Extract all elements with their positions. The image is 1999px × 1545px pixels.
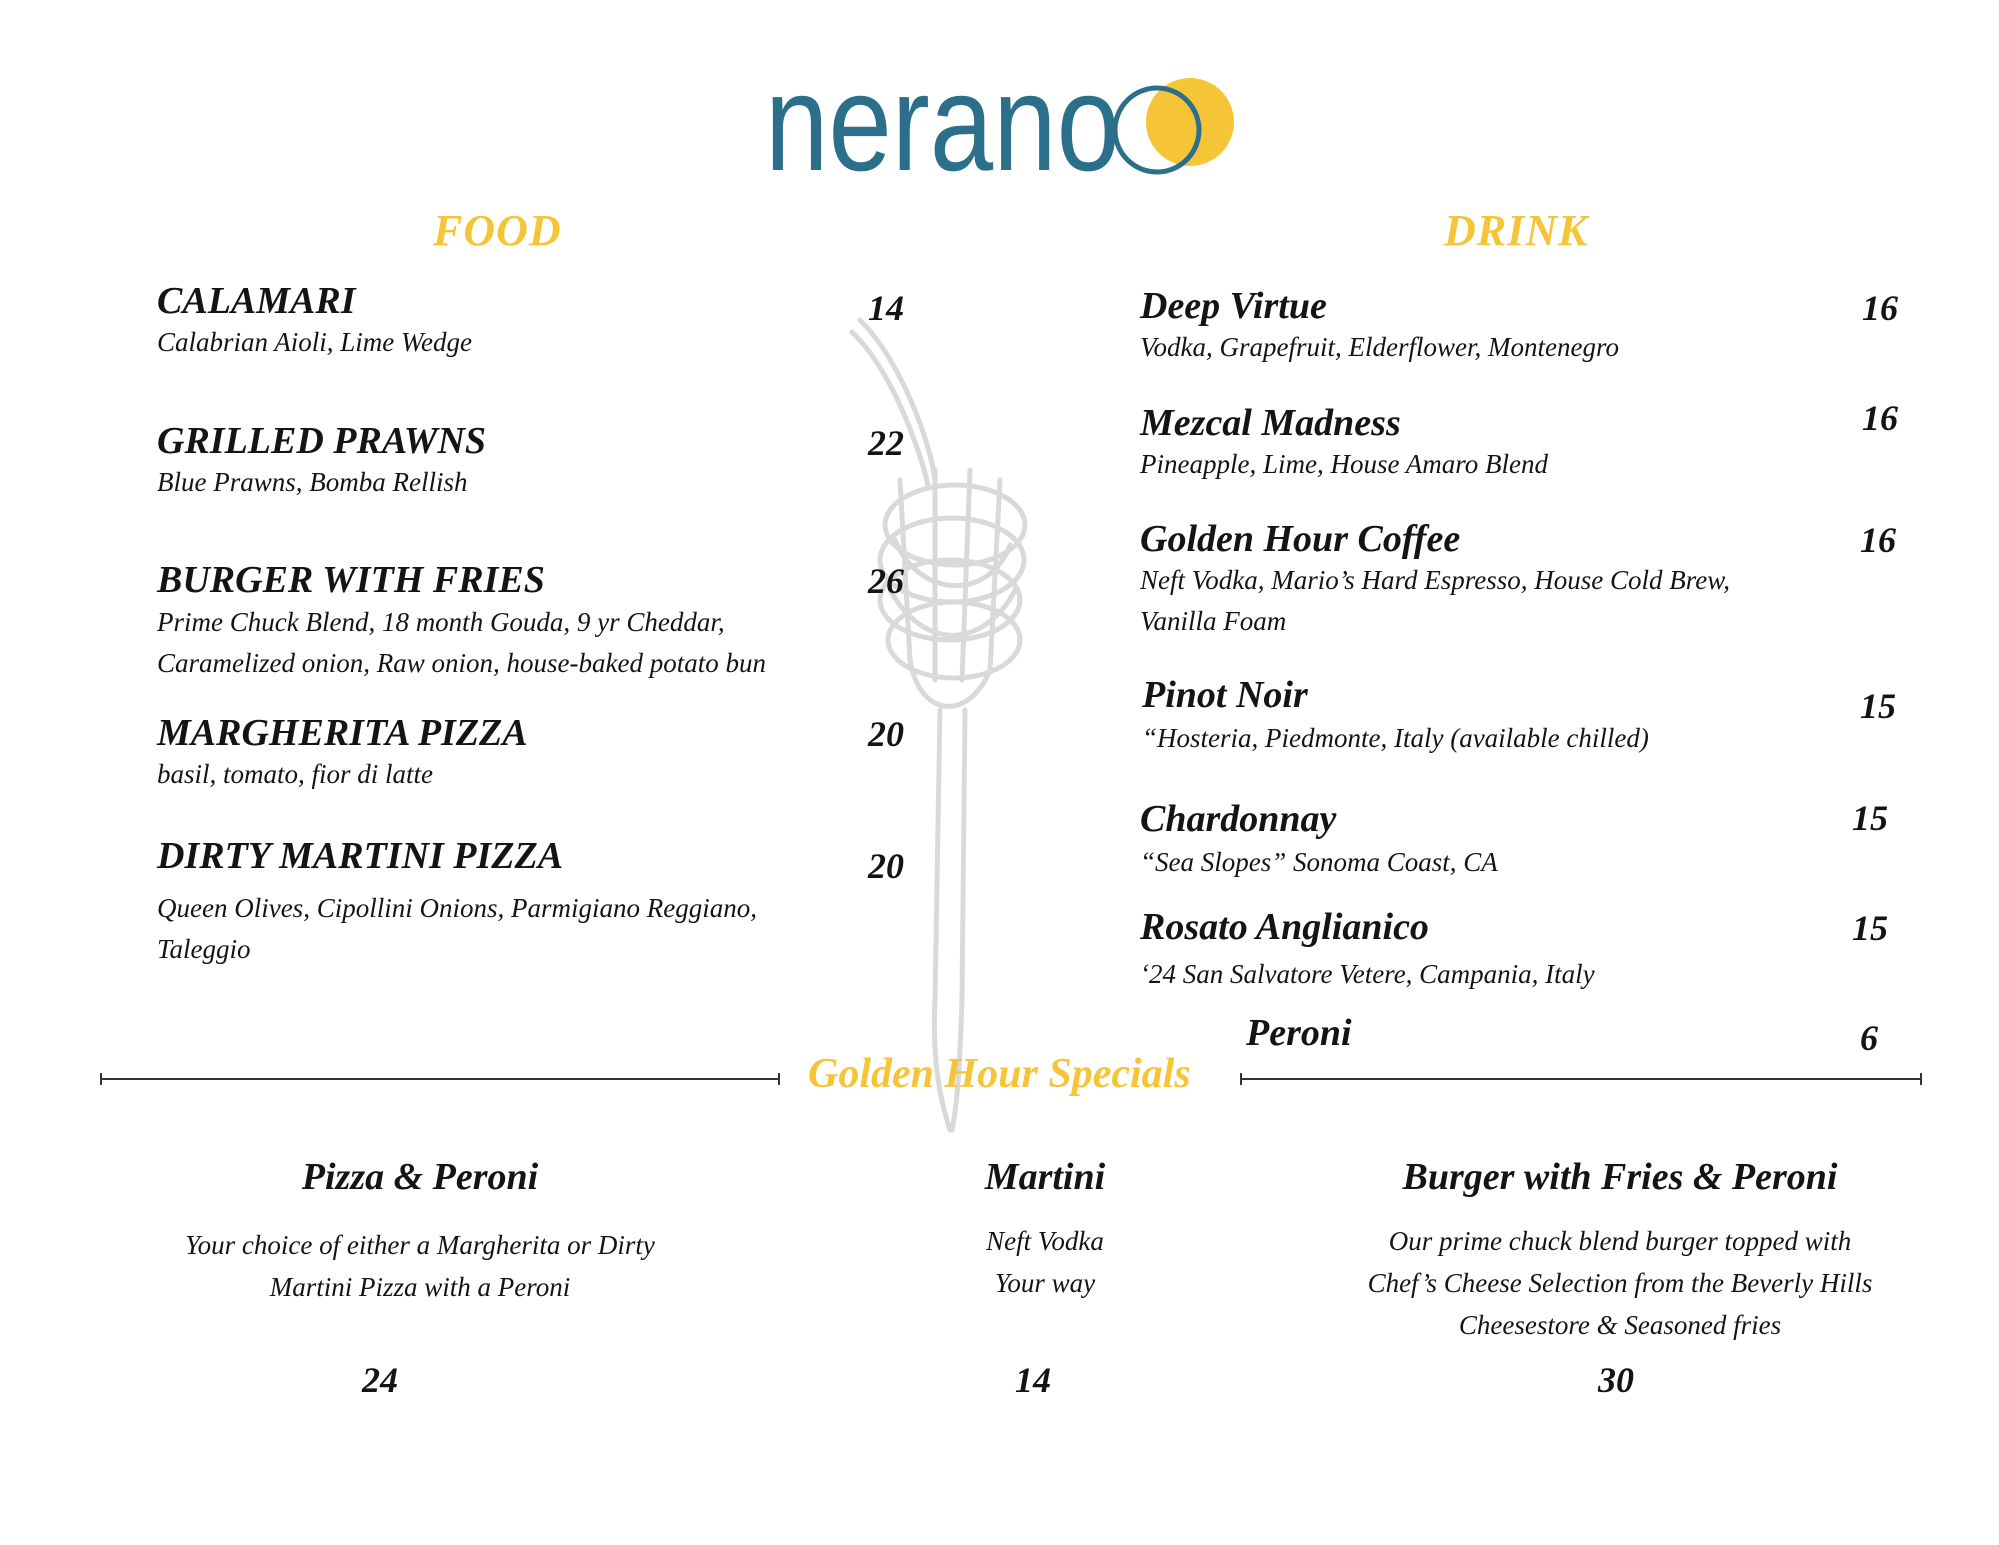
divider-rule-left — [100, 1078, 780, 1080]
special-name: Martini — [984, 1156, 1106, 1198]
desc-line: Caramelized onion, Raw onion, house-baked potato bun — [157, 648, 766, 678]
special-martini — [850, 1158, 1240, 1304]
desc-line: Calabrian Aioli, Lime Wedge — [157, 327, 473, 357]
desc-line: Chef’s Cheese Selection from the Beverly Hills — [1367, 1268, 1873, 1298]
drink-item-name: Mezcal Madness — [1140, 402, 1401, 444]
desc-line: Blue Prawns, Bomba Rellish — [157, 467, 468, 497]
desc-line: Vanilla Foam — [1140, 606, 1287, 636]
special-desc — [110, 1224, 730, 1308]
drink-item-name: Pinot Noir — [1142, 674, 1308, 716]
drink-item-price: 16 — [1862, 398, 1898, 438]
food-item-desc — [157, 602, 766, 684]
logo-wordmark: nerano — [765, 70, 1120, 180]
special-price: 30 — [1598, 1360, 1634, 1400]
special-name: Pizza & Peroni — [301, 1156, 539, 1198]
drink-item-price: 15 — [1852, 798, 1888, 838]
desc-line: Your choice of either a Margherita or Dirty — [185, 1230, 655, 1260]
food-item-price: 26 — [868, 561, 904, 601]
desc-line: Prime Chuck Blend, 18 month Gouda, 9 yr Cheddar, — [157, 607, 725, 637]
nerano-logo — [765, 70, 1245, 180]
special-desc — [1330, 1220, 1910, 1346]
specials-title: Golden Hour Specials — [808, 1051, 1191, 1097]
drink-item-desc — [1140, 842, 1498, 883]
special-name: Burger with Fries & Peroni — [1402, 1156, 1838, 1198]
drink-item-desc — [1142, 718, 1649, 759]
food-item-desc — [157, 322, 472, 363]
special-pizza-peroni — [110, 1158, 730, 1308]
food-item-price: 20 — [868, 714, 904, 754]
drink-item-price: 16 — [1860, 520, 1896, 560]
food-item-desc — [157, 888, 757, 970]
divider-rule-right — [1240, 1078, 1922, 1080]
drink-item-price: 6 — [1860, 1018, 1878, 1058]
food-title: FOOD — [433, 206, 562, 255]
desc-line: ‘24 San Salvatore Vetere, Campania, Italy — [1140, 959, 1595, 989]
drink-item-desc — [1140, 560, 1730, 642]
food-item-name: BURGER WITH FRIES — [157, 559, 545, 601]
food-item-price: 20 — [868, 846, 904, 886]
desc-line: Cheesestore & Seasoned fries — [1458, 1310, 1782, 1340]
desc-line: Neft Vodka — [986, 1226, 1104, 1256]
desc-line: “Sea Slopes” Sonoma Coast, CA — [1140, 847, 1498, 877]
drink-item-name: Golden Hour Coffee — [1140, 518, 1461, 560]
drink-item-price: 15 — [1852, 908, 1888, 948]
drink-item-name: Peroni — [1246, 1012, 1352, 1054]
food-item-name: CALAMARI — [157, 280, 356, 322]
food-item-name: DIRTY MARTINI PIZZA — [157, 835, 564, 877]
desc-line: Vodka, Grapefruit, Elderflower, Montenegro — [1140, 332, 1619, 362]
drink-item-price: 16 — [1862, 288, 1898, 328]
desc-line: “Hosteria, Piedmonte, Italy (available chilled) — [1142, 723, 1649, 753]
food-item-price: 14 — [868, 288, 904, 328]
desc-line: basil, tomato, fior di latte — [157, 759, 434, 789]
desc-line: Martini Pizza with a Peroni — [269, 1272, 571, 1302]
drink-item-name: Deep Virtue — [1140, 285, 1327, 327]
drink-title: DRINK — [1444, 206, 1589, 255]
desc-line: Neft Vodka, Mario’s Hard Espresso, House Cold Brew, — [1140, 565, 1730, 595]
desc-line: Taleggio — [157, 934, 251, 964]
drink-item-name: Rosato Anglianico — [1140, 906, 1429, 948]
desc-line: Our prime chuck blend burger topped with — [1388, 1226, 1852, 1256]
drink-item-desc — [1140, 327, 1619, 368]
food-item-name: MARGHERITA PIZZA — [157, 712, 528, 754]
drink-item-price: 15 — [1860, 686, 1896, 726]
food-item-desc — [157, 462, 467, 503]
food-item-price: 22 — [868, 423, 904, 463]
special-desc — [850, 1220, 1240, 1304]
special-price: 14 — [1015, 1360, 1051, 1400]
drink-item-desc — [1140, 444, 1548, 485]
drink-item-desc — [1140, 954, 1595, 995]
food-item-desc — [157, 754, 433, 795]
drink-item-name: Chardonnay — [1140, 798, 1337, 840]
special-burger-fries-peroni — [1330, 1158, 1910, 1346]
special-price: 24 — [362, 1360, 398, 1400]
desc-line: Pineapple, Lime, House Amaro Blend — [1140, 449, 1548, 479]
desc-line: Queen Olives, Cipollini Onions, Parmigiano Reggiano, — [157, 893, 757, 923]
nerano-logo-mark — [765, 70, 1245, 180]
desc-line: Your way — [994, 1268, 1096, 1298]
food-item-name: GRILLED PRAWNS — [157, 420, 487, 462]
